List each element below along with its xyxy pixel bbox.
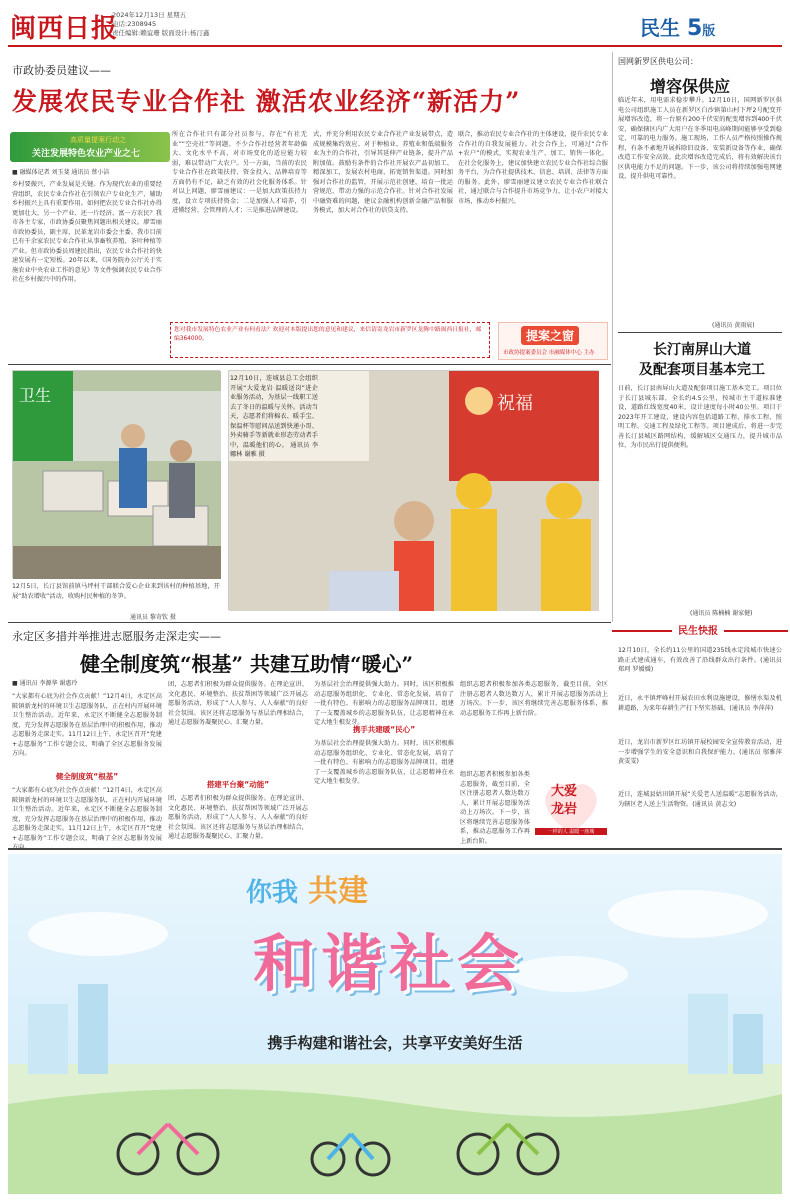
badge-line1: 高质量提案行动之 <box>70 136 126 144</box>
ad-top-rule <box>8 848 782 850</box>
logo-text-2: 龙岩 <box>551 802 578 817</box>
photo-caption-credit: 通讯员 李娜林 谢雅 摄 <box>230 441 319 458</box>
editors-line: 责任编辑:赖谊珊 版面设计:杨汀鑫 <box>112 29 210 37</box>
topic-badge <box>10 132 170 162</box>
logo-sub: 一样的人 温暖一座城 <box>535 828 607 835</box>
ad-title-main: 和谐社会 <box>253 927 526 1000</box>
right-credit-1: (通讯员 黄雨宸) <box>712 322 755 329</box>
section-label <box>640 12 715 41</box>
volunteer-subhead-2: 搭建平台聚“动能” <box>206 780 270 789</box>
top-col-4: 联合，推动农民专业合作社的主体建设，提升农民专业合作社的自我发展能力。社会合作上，可通过“合作+农户”的模式，实现农业生产、加工、销售一体化。在社会化服务上，建议加快建立农民专业合作社综合服务平台，为合作社提供技术、信息、培训、法律等方面的服务。此外，廖雪丽建议建立农民专业合作社联合社，通过联合与合作提升市场竞争力，让小农户对接大市场，推动乡村振兴。 <box>458 131 608 205</box>
masthead <box>0 0 790 50</box>
top-col-2: 所在合作社只有部分社员参与，存在“有社无业”“空壳社”等问题。不少合作社经营者年龄偏大、文化水平不高，对市场变化的适应能力较弱，难以带动广大农户。另一方面，当前的农民专业合作社在政策扶持、资金投入、品牌培育等方面仍有不足，缺乏有效的社会化服务体系。针对以上问题，廖雪丽建议：一是加大政策扶持力度，设立专项扶持资金；二是加强人才培养，引进懂经营、会管理的人才；三是推进品牌建设。 <box>172 131 307 214</box>
page-suffix: 版 <box>702 24 716 39</box>
ad-title-part1: 你我 <box>246 878 299 908</box>
svg-text:卫生: 卫生 <box>19 386 52 405</box>
brief-item-3: 近日，龙岩市新罗区红坊镇开展校园安全宣传教育活动，进一步增强学生的安全意识和自我保护能力。(通讯员 邬雅萍 黄雯雯) <box>618 739 782 765</box>
right-source: 国网新罗区供电公司： <box>618 57 698 66</box>
volunteer-col-4b: 组织志愿者积极参加各类志愿服务，截至目前，全区注册志愿者人数达数万人，累计开展志愿服务活动上万场次。下一步，该区将继续完善志愿服务体系，推动志愿服务工作再上新台阶。 <box>460 771 530 845</box>
brief-item-1: 12月10日，全长约11公里的国道235线永定段城市快速公路正式建成通车，有效改善了沿线群众出行条件。(通讯员 郑珂 罗媛媛) <box>618 647 782 673</box>
ad-slogan: 携手构建和谐社会，共享平安美好生活 <box>267 1034 523 1052</box>
top-kicker: 市政协委员建议—— <box>12 64 111 77</box>
top-story-rule <box>8 364 611 365</box>
right-title-2: 长汀南屏山大道 及配套项目基本完工 <box>639 342 765 378</box>
volunteer-subhead-3: 携手共建暖“民心” <box>352 725 416 734</box>
proposal-window-logo <box>498 322 608 360</box>
volunteer-col-1: “大家都有心底为社会作点贡献！”12月4日，永定区高陂镇新龙村的环境卫生志愿服务队，正在村内开展环境卫生整治活动。近年来，永定区不断健全志愿服务制度，充分发挥志愿服务在基层治理中的积极作用，推动志愿服务走深走实。11月12日上午，永定区召开“党建+志愿服务”工作专题会议，明确了全区志愿服务发展方向。 健全制度筑“根基” “大家都有心底为社会作点贡献！”12月4日，永定区高陂镇新龙村的环境卫生志愿服务队，正在村内开展环境卫生整治活动。近年来，永定区不断健全志愿服务制度，充分发挥志愿服务在基层治理中的积极作用，推动志愿服务走深走实。11月12日上午，永定区召开“党建+志愿服务”工作专题会议，明确了全区志愿服务发展 <box>12 693 162 842</box>
feedback-footnote: 您对我市发展特色农业产业有何看法？欢迎对本版提出您的意见和建议，来信请寄龙岩市新罗区龙腾中路闽西日报社，邮编364000。 <box>174 327 482 342</box>
badge-line2: 关注发展特色农业产业之七 <box>32 149 141 159</box>
svg-text:祝福: 祝福 <box>497 393 533 414</box>
right-title-1: 增容保供应 <box>650 77 731 96</box>
header-rule <box>8 45 782 47</box>
photo-story-rule <box>8 622 611 623</box>
volunteer-byline: ■ 通讯员 李源华 谢惠玲 <box>12 680 78 687</box>
farm-photo-caption: 12月5日，长汀县馆前镇马坪村干部联合爱心企业来到该村的种植基地，开展“助农增收”活动，收购村民种植的冬笋。 <box>12 583 220 600</box>
ad-background-art <box>8 854 782 1194</box>
photo-caption-main: 12月10日，连城县总工会组织开展“大爱龙岩 温暖送岗”进企业服务活动，为基层一线职工送去了冬日的温暖与关怀。活动当天，志愿者们将棉衣、暖手宝、保温杯等慰问品送到快递小哥、外卖骑手等新就业形态劳动者手中，温暖他们的心。 通讯员 李娜林 谢雅 摄 <box>230 375 319 458</box>
newspaper-logo: 闽西日报 <box>10 14 119 44</box>
harmony-ad-banner <box>8 854 782 1194</box>
feedback-footnote-box <box>170 322 490 358</box>
right-rule-1 <box>618 332 782 333</box>
big-love-longyan-logo <box>535 770 607 842</box>
date-line: 2024年12月13日 星期五 <box>112 11 187 19</box>
masthead-meta <box>112 11 312 38</box>
brief-item-2: 近日，永平镇坪峰村开展农田水利设施建设，修缮水渠及机耕道路，为来年春耕生产打下坚实基础。(通讯员 李萍萍) <box>618 695 782 712</box>
right-body-1: 临近年末，用电需求稳步攀升。12月10日，国网新罗区供电公司组织施工人员在新罗区白沙镇第山村下坪2号配变开展增容改造，将一台原有200千伏安的配变增容到400千伏安，确保辖区内广大用户在冬季用电高峰期间能够享受到稳定、可靠的电力服务。施工现场，工作人员严格按照操作规程，有条不紊地开展拆除旧设备、安装新设备等作业，确保改造工作安全高效。此次增容改造完成后，将有效解决该台区供电能力不足的问题。下一步，该公司将持续加强电网建设，提升供电可靠性。 <box>618 97 782 180</box>
brief-header <box>612 622 788 640</box>
section-name: 民生 <box>640 16 680 40</box>
top-col-3: 式，并充分利用农民专业合作社产业发展带点，造成规模集约效应。对于种植业、养殖业和低端服务业为主的合作社，引导其延伸产业链条，提升产品附加值。鼓励有条件的合作社开展农产品初加工、精深加工，发展农村电商，拓宽销售渠道。同时加强对合作社的监管，开展示范社创建，培育一批运营规范、带动力强的示范合作社。针对合作社发展中融资难的问题，建议金融机构创新金融产品和服务模式，加大对合作社的信贷支持。 <box>313 131 453 214</box>
top-col-1: 乡村要振兴，产业发展是关键。作为现代农业的重要经营组织，农民专业合作社在引领农户专业化生产、辅助乡村振兴上具有重要作用。如何把农民专业合作社办得更加壮大，另一个产业、还一片经济、富一方农民？我市各主专家、市政协委员聚焦问题出相关建议。廖雪丽市政协委员，副主席，民革龙岩市委会主委。我市目前已有千余家农民专业合作社从事畜牧养殖、茶叶种植等产业。但市政协委员周建民指出，农民专业合作社的快速发展有一定短板。20年以来，《国务院办公厅关于实施农业中央农业工作的意见》等文件强调农民专业合作社在乡村振兴中的作用。 <box>12 181 162 283</box>
volunteer-col-3: 为基层社会治理提供强大助力。同时，该区积极推动志愿服务组织化、专业化、常态化发展，培育了一批有特色、有影响力的志愿服务品牌项目，组建了一支覆盖城乡的志愿服务队伍，让志愿精神在永定大地生根发芽。 携手共建暖“民心” 为基层社会治理提供强大助力。同时，该区积极推动志愿服务组织化、专业化、常态化发展，培育了一批有特色、有影响力的志愿服务品牌项目，组建了一支覆盖城乡的志愿服务队伍，让志愿精神在永定大地生根发芽。 <box>314 681 454 785</box>
volunteer-subhead-1: 健全制度筑“根基” <box>55 772 119 781</box>
volunteer-col-4: 组织志愿者积极参加各类志愿服务，截至目前，全区注册志愿者人数达数万人，累计开展志愿服务活动上万场次。下一步，该区将继续完善志愿服务体系，推动志愿服务工作再上新台阶。 <box>460 681 608 717</box>
brief-item-4: 近日，连城县姑田镇开展“关爱老人送温暖”志愿服务活动，为辖区老人送上生活物资。(通讯员 黄志文) <box>618 791 782 808</box>
top-headline: 发展农民专业合作社 激活农业经济“新活力” <box>12 87 521 116</box>
volunteer-kicker: 永定区多措并举推进志愿服务走深走实—— <box>12 630 221 643</box>
proposal-window-title: 提案之窗 <box>521 326 579 345</box>
farm-photo <box>12 370 220 578</box>
right-col-rule <box>612 52 613 622</box>
brief-title: 民生快报 <box>672 622 724 637</box>
volunteer-headline: 健全制度筑“根基” 共建互助情“暖心” <box>80 652 413 676</box>
proposal-window-sub: 市政协提案委员会 市融媒体中心 主办 <box>503 350 595 356</box>
logo-text-1: 大爱 <box>551 784 578 799</box>
volunteer-col-2: 团，志愿者们积极为群众提供服务。在理论宣讲、文化惠民、环境整治、扶贫帮困等领域广泛开展志愿服务活动，形成了“人人参与、人人奉献”的良好社会氛围。该区还将志愿服务与基层治理相结合，通过志愿服务凝聚民心、汇聚力量。 搭建平台聚“动能” 团，志愿者们积极为群众提供服务。在理论宣讲、文化惠民、环境整治、扶贫帮困等领域广泛开展志愿服务活动，形成了“人人参与、人人奉献”的良好社会氛围。该区还将志愿服务与基层治理相结合，通过志愿服务凝聚民心、汇聚力量。 <box>168 681 308 840</box>
page-number: 5 <box>686 16 703 41</box>
farm-photo-credit: 通讯员 黎奇钦 摄 <box>130 614 176 621</box>
right-credit-2: (通讯员 陈楠楠 谢家健) <box>690 610 753 617</box>
phone-line: 电话:2308945 <box>112 20 157 28</box>
top-byline: ■ 融媒体记者 刘玉斐 通讯员 蔡小洁 <box>12 169 110 176</box>
ad-title-part2: 共建 <box>308 874 368 909</box>
right-body-2: 日前，长汀县南屏山大道及配套项目施工基本完工。项目位于长汀县城东部，全长约4.5公里，按城市主干道标准建设，道路红线宽度40米，设计速度每小时40公里。项目于2023年开工建设，建设内容包括道路工程、排水工程、照明工程、交通工程及绿化工程等。项目建成后，将进一步完善长汀县城区路网结构，缓解城区交通压力，提升城市品位，为市民出行提供便利。 <box>618 385 782 449</box>
farm-photo-illustration <box>13 371 221 579</box>
